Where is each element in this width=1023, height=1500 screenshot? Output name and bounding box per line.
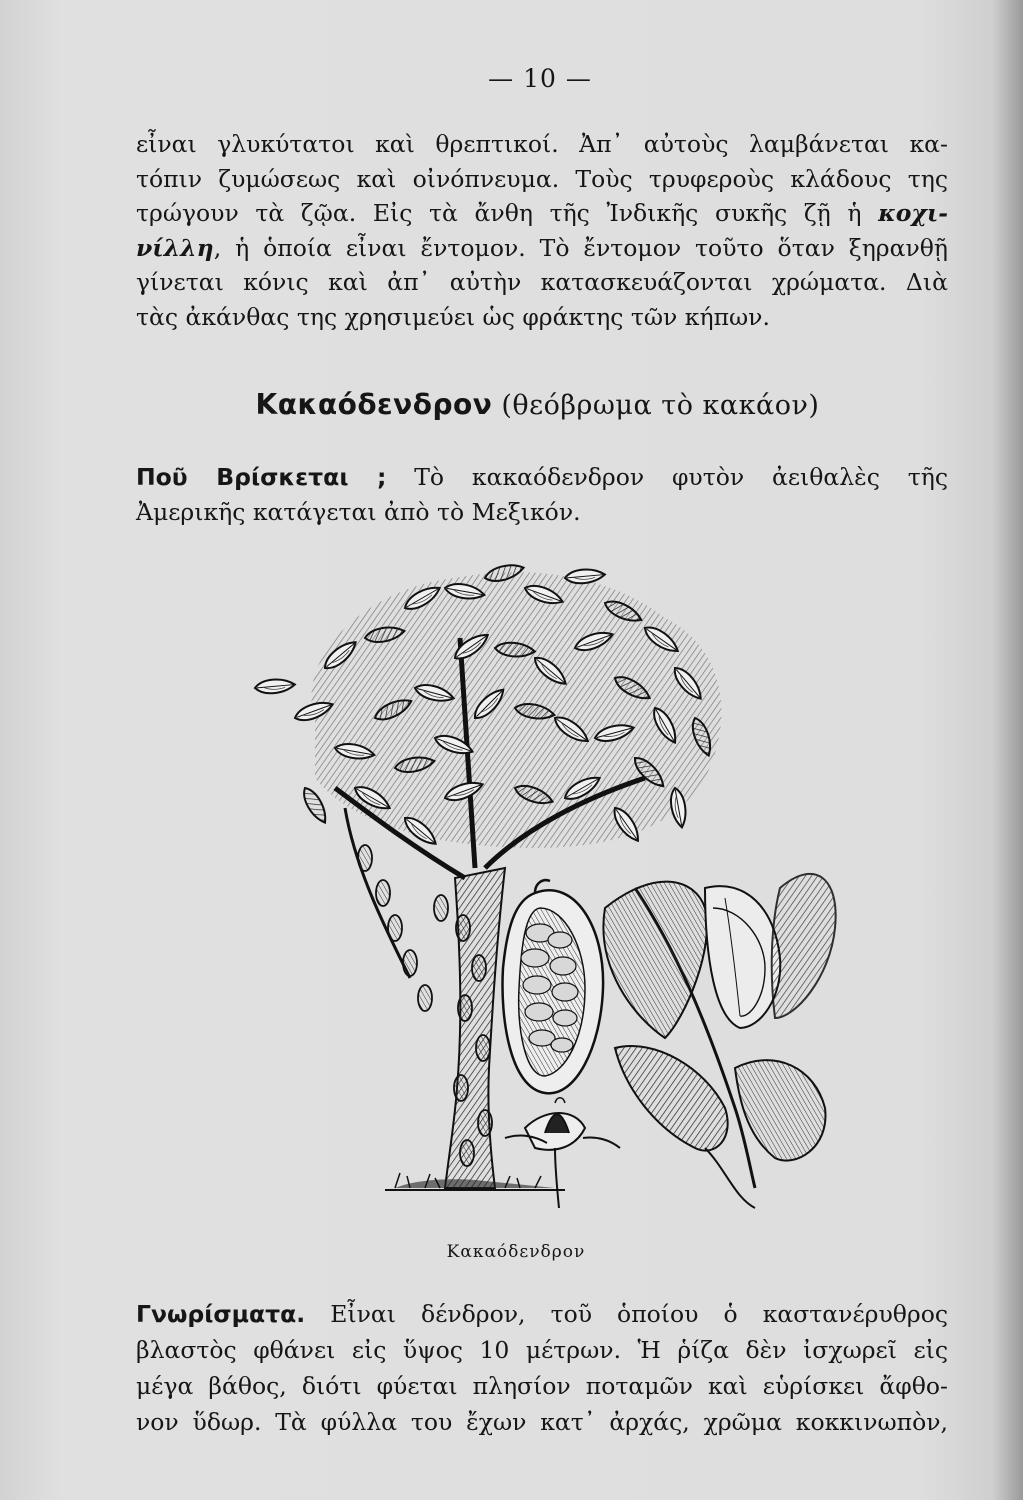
figure-caption: Κακαόδενδρον [446, 1242, 586, 1262]
text-line: νον ὕδωρ. Τὰ φύλλα του ἔχων κατ᾽ ἀρχάς, χρῶμα κοκκινωπὸν, [136, 1408, 948, 1436]
text-line: τὰς ἀκάνθας της χρησιμεύει ὡς φράκτης τῶν κήπων. [136, 302, 770, 331]
run-in-heading: Γνωρίσματα. [136, 1300, 306, 1328]
text-run: Εἶναι δένδρον, τοῦ ὁποίου ὁ καστανέρυθρος [305, 1300, 948, 1328]
text-line: τόπιν ζυμώσεως καὶ οἰνόπνευμα. Τοὺς τρυφεροὺς κλάδους της [136, 164, 948, 193]
section-heading-term: Κακαόδενδρον [255, 388, 493, 421]
open-cacao-pod [502, 880, 603, 1093]
text-line [136, 231, 948, 266]
text-line: μέγα βάθος, διότι φύεται πλησίον ποταμῶν καὶ εὑρίσκει ἄφθο- [136, 1372, 948, 1400]
text-line [136, 460, 948, 495]
paragraph-2 [136, 460, 948, 529]
trunk [445, 868, 505, 1188]
paragraph-3 [136, 1296, 948, 1440]
section-heading-subtitle: (θεόβρωμα τὸ κακάον) [492, 390, 820, 421]
text-run: τρώγουν τὰ ζῷα. Εἰς τὰ ἄνθη τῆς Ἰνδικῆς συκῆς ζῇ ἡ [136, 199, 862, 227]
text-line [136, 1296, 948, 1332]
text-run: , ἡ ὁποία εἶναι ἔντομον. Τὸ ἔντομον τοῦτο ὅταν ξηρανθῇ [213, 233, 948, 262]
cacao-flower [505, 1098, 620, 1208]
text-line: γίνεται κόνις καὶ ἀπ᾽ αὐτὴν κατασκευάζονται χρώματα. Διὰ [136, 268, 948, 296]
text-line [136, 196, 948, 231]
text-run: Τὸ κακαόδενδρον φυτὸν ἀειθαλὲς τῆς [386, 463, 948, 491]
section-heading [0, 388, 1023, 421]
run-in-heading: Ποῦ Βρίσκεται ; [136, 463, 387, 491]
text-line: Ἀμερικῆς κατάγεται ἀπὸ τὸ Μεξικόν. [136, 497, 581, 526]
cacao-branch-with-pods [603, 874, 835, 1208]
emphasized-term: νίλλη [136, 233, 214, 262]
page-number: — 10 — [488, 64, 592, 93]
text-line: εἶναι γλυκύτατοι καὶ θρεπτικοί. Ἀπ᾽ αὐτοὺς λαμβάνεται κα- [136, 130, 948, 158]
text-line: βλαστὸς φθάνει εἰς ὕψος 10 μέτρων. Ἡ ῥίζα δὲν ἰσχωρεῖ εἰς [136, 1336, 948, 1364]
cacao-tree-illustration [235, 548, 845, 1228]
paragraph-1 [136, 127, 948, 334]
emphasized-term: κοχι- [878, 199, 948, 227]
